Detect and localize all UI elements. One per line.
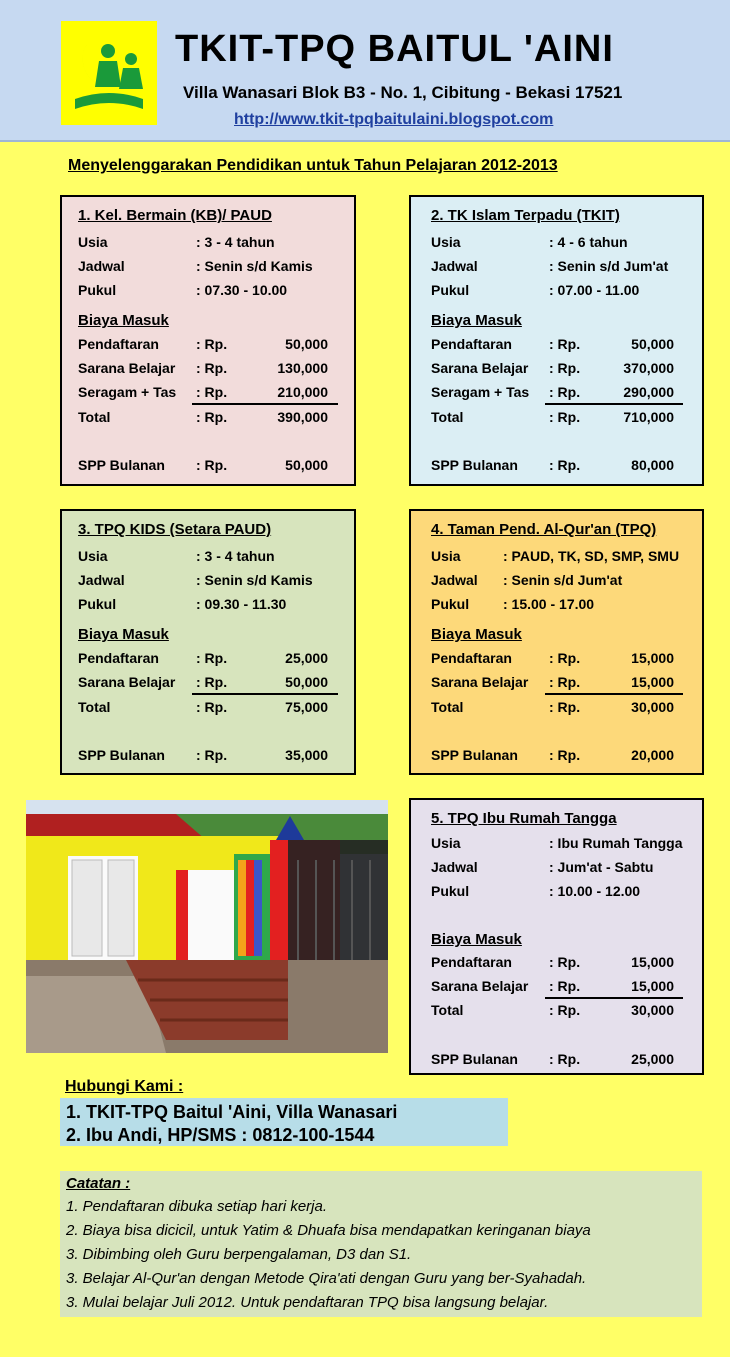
value-jadwal: : Jum'at - Sabtu: [549, 859, 654, 875]
value-usia: : 3 - 4 tahun: [196, 234, 275, 250]
rp-label: : Rp.: [196, 409, 228, 425]
total-divider: [192, 693, 338, 695]
label-jadwal: Jadwal: [431, 572, 478, 588]
value-spp: 50,000: [285, 457, 328, 473]
label-pukul: Pukul: [78, 282, 117, 298]
value-usia: : 4 - 6 tahun: [549, 234, 628, 250]
value-sarana: 15,000: [631, 978, 674, 994]
value-pendaftaran: 15,000: [631, 954, 674, 970]
label-total: Total: [431, 1002, 464, 1018]
program-card-tpq: [409, 509, 704, 775]
rp-label: : Rp.: [196, 747, 228, 763]
note-item: 3. Dibimbing oleh Guru berpengalaman, D3 dan S1.: [66, 1246, 412, 1263]
rp-label: : Rp.: [549, 1051, 581, 1067]
value-jadwal: : Senin s/d Kamis: [196, 258, 313, 274]
note-item: 1. Pendaftaran dibuka setiap hari kerja.: [66, 1198, 327, 1215]
value-usia: : 3 - 4 tahun: [196, 548, 275, 564]
value-pendaftaran: 15,000: [631, 650, 674, 666]
rp-label: : Rp.: [549, 1002, 581, 1018]
label-pukul: Pukul: [431, 596, 470, 612]
program-title: 1. Kel. Bermain (KB)/ PAUD: [78, 207, 272, 224]
total-divider: [192, 403, 338, 405]
rp-label: : Rp.: [196, 336, 228, 352]
label-spp: SPP Bulanan: [431, 1051, 518, 1067]
label-usia: Usia: [78, 234, 108, 250]
note-item: 2. Biaya bisa dicicil, untuk Yatim & Dhuafa bisa mendapatkan keringanan biaya: [66, 1222, 591, 1239]
value-jadwal: : Senin s/d Jum'at: [503, 572, 623, 588]
program-title: 2. TK Islam Terpadu (TKIT): [431, 207, 620, 224]
rp-label: : Rp.: [196, 650, 228, 666]
rp-label: : Rp.: [549, 409, 581, 425]
academic-year-heading: Menyelenggarakan Pendidikan untuk Tahun Pelajaran 2012-2013: [68, 157, 558, 174]
value-total: 75,000: [285, 699, 328, 715]
rp-label: : Rp.: [196, 360, 228, 376]
school-logo: [61, 21, 157, 125]
label-pukul: Pukul: [431, 282, 470, 298]
label-sarana: Sarana Belajar: [78, 360, 176, 376]
label-pukul: Pukul: [431, 883, 470, 899]
rp-label: : Rp.: [549, 674, 581, 690]
value-pukul: : 07.30 - 10.00: [196, 282, 288, 298]
label-pendaftaran: Pendaftaran: [431, 650, 512, 666]
value-spp: 25,000: [631, 1051, 674, 1067]
label-total: Total: [78, 699, 111, 715]
contact-line-2: 2. Ibu Andi, HP/SMS : 0812-100-1544: [66, 1125, 375, 1145]
biaya-masuk-heading: Biaya Masuk: [431, 312, 522, 329]
label-seragam: Seragam + Tas: [431, 384, 530, 400]
value-spp: 20,000: [631, 747, 674, 763]
label-spp: SPP Bulanan: [431, 457, 518, 473]
value-usia: : Ibu Rumah Tangga: [549, 835, 683, 851]
value-total: 30,000: [631, 699, 674, 715]
rp-label: : Rp.: [549, 360, 581, 376]
rp-label: : Rp.: [549, 699, 581, 715]
label-usia: Usia: [431, 234, 461, 250]
program-card-tpq-kids: [60, 509, 356, 775]
label-jadwal: Jadwal: [431, 859, 478, 875]
value-spp: 80,000: [631, 457, 674, 473]
value-jadwal: : Senin s/d Kamis: [196, 572, 313, 588]
value-sarana: 130,000: [277, 360, 328, 376]
rp-label: : Rp.: [196, 699, 228, 715]
value-pukul: : 07.00 - 11.00: [549, 282, 640, 298]
label-pendaftaran: Pendaftaran: [431, 954, 512, 970]
label-sarana: Sarana Belajar: [431, 674, 529, 690]
value-usia: : PAUD, TK, SD, SMP, SMU: [503, 548, 680, 564]
value-seragam: 290,000: [623, 384, 674, 400]
value-pukul: : 09.30 - 11.30: [196, 596, 287, 612]
value-pukul: : 10.00 - 12.00: [549, 883, 641, 899]
label-total: Total: [431, 409, 464, 425]
label-sarana: Sarana Belajar: [431, 360, 529, 376]
rp-label: : Rp.: [549, 954, 581, 970]
program-title: 4. Taman Pend. Al-Qur'an (TPQ): [431, 521, 657, 538]
value-sarana: 370,000: [623, 360, 674, 376]
label-spp: SPP Bulanan: [431, 747, 518, 763]
label-spp: SPP Bulanan: [78, 747, 165, 763]
label-sarana: Sarana Belajar: [431, 978, 529, 994]
label-jadwal: Jadwal: [431, 258, 478, 274]
contact-line-1: 1. TKIT-TPQ Baitul 'Aini, Villa Wanasari: [66, 1102, 398, 1122]
value-seragam: 210,000: [277, 384, 328, 400]
notes-box: [60, 1171, 702, 1317]
value-sarana: 50,000: [285, 674, 328, 690]
rp-label: : Rp.: [196, 384, 228, 400]
biaya-masuk-heading: Biaya Masuk: [78, 312, 169, 329]
biaya-masuk-heading: Biaya Masuk: [431, 626, 522, 643]
program-card-tkit: [409, 195, 704, 486]
total-divider: [545, 693, 683, 695]
label-pendaftaran: Pendaftaran: [78, 650, 159, 666]
rp-label: : Rp.: [549, 457, 581, 473]
rp-label: : Rp.: [549, 747, 581, 763]
program-card-kb-paud: [60, 195, 356, 486]
label-seragam: Seragam + Tas: [78, 384, 177, 400]
program-card-tpq-ibu: [409, 798, 704, 1075]
label-total: Total: [431, 699, 464, 715]
value-total: 30,000: [631, 1002, 674, 1018]
value-pendaftaran: 50,000: [631, 336, 674, 352]
label-pendaftaran: Pendaftaran: [431, 336, 512, 352]
value-spp: 35,000: [285, 747, 328, 763]
label-spp: SPP Bulanan: [78, 457, 165, 473]
website-link[interactable]: http://www.tkit-tpqbaitulaini.blogspot.com: [234, 111, 554, 128]
rp-label: : Rp.: [196, 457, 228, 473]
biaya-masuk-heading: Biaya Masuk: [431, 931, 522, 948]
rp-label: : Rp.: [549, 650, 581, 666]
label-usia: Usia: [431, 548, 461, 564]
total-divider: [545, 403, 683, 405]
value-sarana: 15,000: [631, 674, 674, 690]
contact-heading: Hubungi Kami :: [65, 1078, 184, 1095]
notes-heading: Catatan :: [66, 1175, 131, 1192]
contact-box: [60, 1098, 508, 1146]
label-total: Total: [78, 409, 111, 425]
label-jadwal: Jadwal: [78, 258, 125, 274]
value-total: 390,000: [277, 409, 328, 425]
school-name: TKIT-TPQ BAITUL 'AINI: [175, 28, 614, 70]
school-address: Villa Wanasari Blok B3 - No. 1, Cibitung - Bekasi 17521: [183, 83, 623, 102]
label-usia: Usia: [78, 548, 108, 564]
rp-label: : Rp.: [549, 384, 581, 400]
label-pukul: Pukul: [78, 596, 117, 612]
value-pendaftaran: 50,000: [285, 336, 328, 352]
label-sarana: Sarana Belajar: [78, 674, 176, 690]
note-item: 3. Mulai belajar Juli 2012. Untuk pendaftaran TPQ bisa langsung belajar.: [66, 1294, 549, 1311]
value-pukul: : 15.00 - 17.00: [503, 596, 595, 612]
biaya-masuk-heading: Biaya Masuk: [78, 626, 169, 643]
value-total: 710,000: [623, 409, 674, 425]
label-usia: Usia: [431, 835, 461, 851]
value-jadwal: : Senin s/d Jum'at: [549, 258, 669, 274]
header: [0, 0, 730, 142]
rp-label: : Rp.: [549, 978, 581, 994]
label-jadwal: Jadwal: [78, 572, 125, 588]
total-divider: [545, 997, 683, 999]
rp-label: : Rp.: [549, 336, 581, 352]
rp-label: : Rp.: [196, 674, 228, 690]
program-title: 5. TPQ Ibu Rumah Tangga: [431, 810, 617, 827]
school-building-photo: [26, 800, 388, 1053]
value-pendaftaran: 25,000: [285, 650, 328, 666]
note-item: 3. Belajar Al-Qur'an dengan Metode Qira'ati dengan Guru yang ber-Syahadah.: [66, 1270, 587, 1287]
program-title: 3. TPQ KIDS (Setara PAUD): [78, 521, 272, 538]
label-pendaftaran: Pendaftaran: [78, 336, 159, 352]
